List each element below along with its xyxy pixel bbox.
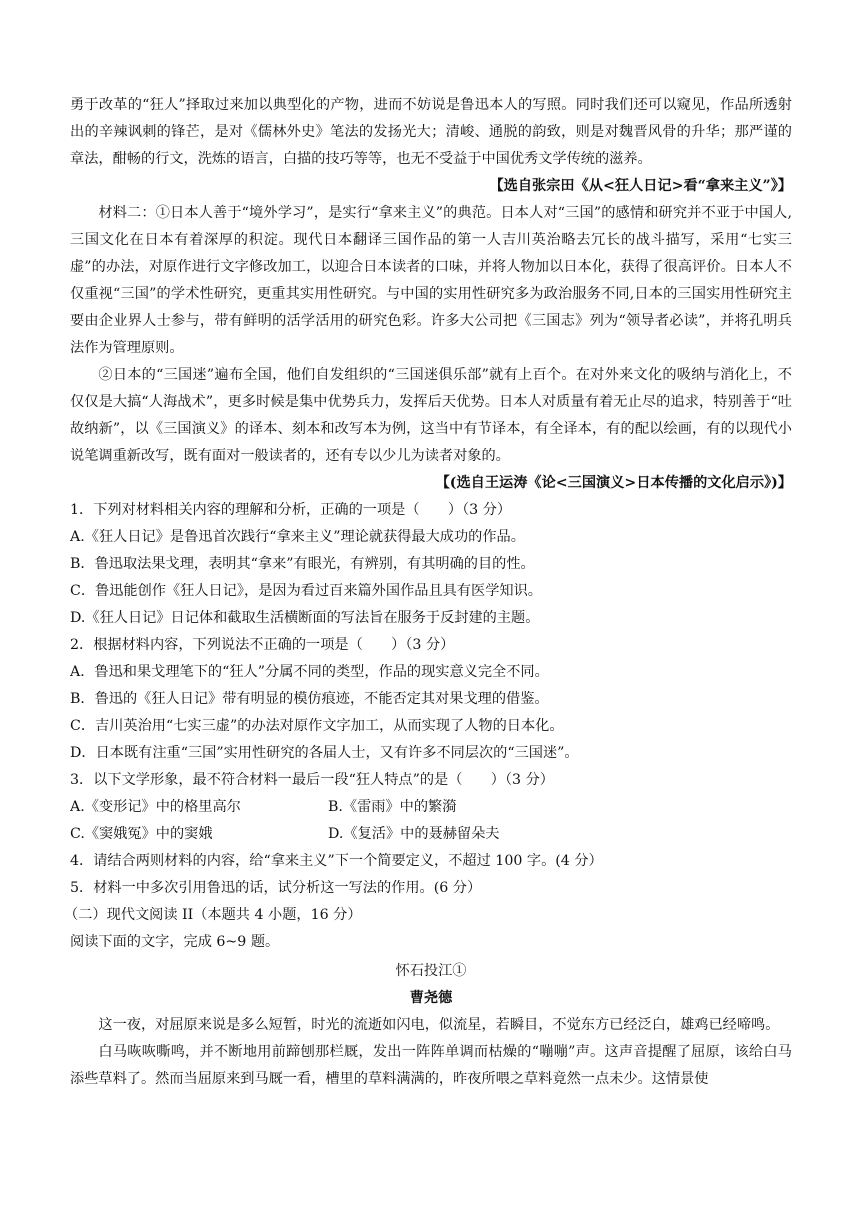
question-2-option-a: A．鲁迅和果戈理笔下的“狂人”分属不同的类型，作品的现实意义完全不同。	[70, 664, 549, 680]
question-1-option-b: B．鲁迅取法果戈理，表明其“拿来”有眼光，有辨别，有其明确的目的性。	[70, 556, 535, 572]
material2-paragraph-2: ②日本的“三国迷”遍布全国，他们自发组织的“三国迷俱乐部”就有上百个。在对外来文化的吸纳与消化上，不仅仅是大搞“人海战术”，更多时候是集中优势兵力，发挥后天优势。日本人对质量有着无止尽的追求，特别善于“吐故纳新”，以《三国演义》的译本、刻本和改写本为例，这当中有节译本，有全译本，有的配以绘画，有的以现代小说笔调重新改写，既有面对一般读者的，还有专以少儿为读者对象的。	[70, 367, 792, 464]
question-2: 2．根据材料内容，下列说法不正确的一项是（ ）（3 分）	[70, 637, 455, 653]
question-2-option-d: D．日本既有注重“三国”实用性研究的各届人士，又有许多不同层次的“三国迷”。	[70, 745, 579, 761]
question-1-option-d: D.《狂人日记》日记体和截取生活横断面的写法旨在服务于反封建的主题。	[70, 610, 540, 626]
question-2-option-c: C．吉川英治用“七实三虚”的办法对原作文字加工，从而实现了人物的日本化。	[70, 718, 564, 734]
question-3-options-row-2	[70, 821, 792, 848]
question-3-option-b: B.《雷雨》中的繁漪	[328, 799, 457, 815]
question-4: 4．请结合两则材料的内容，给“拿来主义”下一个简要定义，不超过 100 字。(4 分）	[70, 853, 603, 869]
story-title: 怀石投江①	[395, 963, 467, 979]
question-1: 1．下列对材料相关内容的理解和分析，正确的一项是（ ）（3 分）	[70, 502, 512, 518]
question-1-option-a: A.《狂人日记》是鲁迅首次践行“拿来主义”理论就获得最大成功的作品。	[70, 529, 525, 545]
question-3: 3．以下文学形象，最不符合材料一最后一段“狂人特点”的是（ ）（3 分）	[70, 772, 554, 788]
source-citation-2: 【(选自王运涛《论<三国演义>日本传播的文化启示》)】	[435, 475, 792, 491]
story-paragraph-1: 这一夜，对屈原来说是多么短暂，时光的流逝如闪电，似流星，若瞬目，不觉东方已经泛白，雄鸡已经啼鸣。	[98, 1017, 780, 1033]
material1-tail-paragraph: 勇于改革的“狂人”择取过来加以典型化的产物，进而不妨说是鲁迅本人的写照。同时我们还可以窥见，作品所透射出的辛辣讽刺的锋芒，是对《儒林外史》笔法的发扬光大；清峻、通脱的韵致，则是对魏晋风骨的升华；那严谨的章法，酣畅的行文，洗炼的语言，白描的技巧等等，也无不受益于中国优秀文学传统的滋养。	[70, 97, 792, 167]
section-2-heading: （二）现代文阅读 II（本题共 4 小题，16 分）	[64, 907, 362, 923]
story-paragraph-2: 白马咴咴嘶鸣，并不断地用前蹄刨那栏厩，发出一阵阵单调而枯燥的“嘣嘣”声。这声音提醒了屈原，该给白马添些草料了。然而当屈原来到马厩一看，槽里的草料满满的，昨夜所喂之草料竟然一点未少。这情景使	[70, 1044, 792, 1087]
question-3-option-d: D.《复活》中的聂赫留朵夫	[328, 826, 500, 842]
question-3-option-a: A.《变形记》中的格里高尔	[70, 799, 241, 815]
section-2-instruction: 阅读下面的文字，完成 6~9 题。	[70, 934, 280, 950]
question-5: 5．材料一中多次引用鲁迅的话，试分析这一写法的作用。(6 分）	[70, 880, 482, 896]
question-3-option-c: C.《窦娥冤》中的窦娥	[70, 826, 213, 842]
question-1-option-c: C．鲁迅能创作《狂人日记》，是因为看过百来篇外国作品且具有医学知识。	[70, 583, 542, 599]
question-3-options-row-1	[70, 794, 792, 821]
exam-page	[64, 92, 792, 1093]
source-citation-1: 【选自张宗田《从<狂人日记>看“拿来主义”》】	[489, 178, 792, 194]
question-2-option-b: B．鲁迅的《狂人日记》带有明显的模仿痕迹，不能否定其对果戈理的借鉴。	[70, 691, 549, 707]
material2-paragraph-1: 材料二：①日本人善于“境外学习”，是实行“拿来主义”的典范。日本人对“三国”的感情和研究并不亚于中国人,三国文化在日本有着深厚的积淀。现代日本翻译三国作品的第一人吉川英治略去冗长的战斗描写，采用“七实三虚”的办法，对原作进行文字修改加工，以迎合日本读者的口味，并将人物加以日本化，获得了很高评价。日本人不仅重视“三国”的学术性研究，更重其实用性研究。与中国的实用性研究多为政治服务不同,日本的三国实用性研究主要由企业界人士参与，带有鲜明的活学活用的研究色彩。许多大公司把《三国志》列为“领导者必读”，并将孔明兵法作为管理原则。	[70, 205, 792, 356]
story-author: 曹尧德	[409, 990, 453, 1006]
